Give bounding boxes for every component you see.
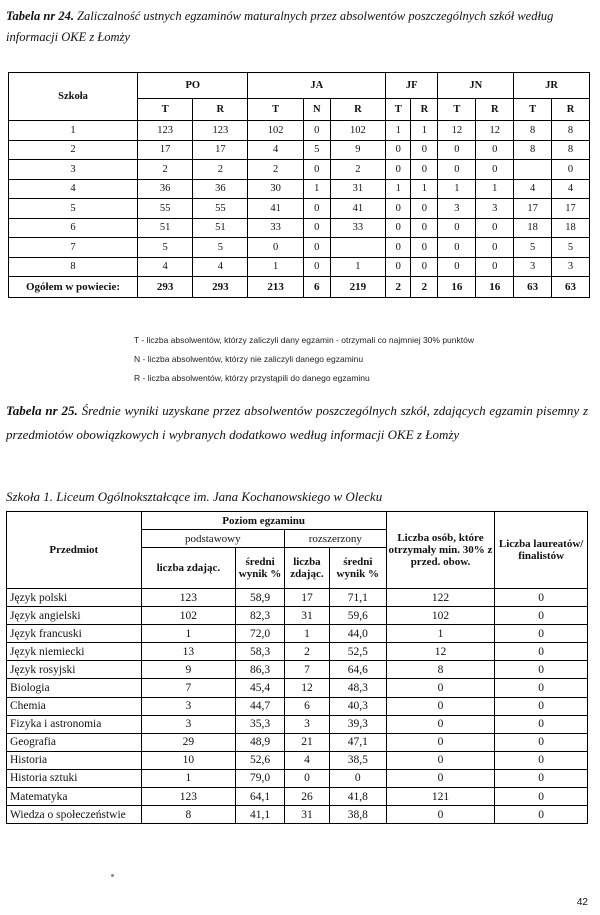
table-cell: 38,8: [329, 806, 386, 824]
table-cell: 102: [248, 121, 303, 141]
subject-cell: Język polski: [7, 589, 142, 607]
total-cell: 16: [438, 277, 476, 298]
subject-cell: Chemia: [7, 697, 142, 715]
legend-r: R - liczba absolwentów, którzy przystąpili do danego egzaminu: [134, 373, 370, 383]
table-cell: 5: [514, 238, 552, 258]
table-cell: 0: [303, 238, 330, 258]
table-cell: 4: [248, 140, 303, 160]
table-row: [9, 199, 590, 219]
table-cell: 0: [386, 751, 495, 769]
total-cell: 2: [411, 277, 438, 298]
table-row: [7, 589, 588, 607]
table-cell: 0: [303, 218, 330, 238]
table24-subheader: T: [386, 99, 411, 121]
table-cell: 8: [552, 121, 590, 141]
table-cell: 1: [386, 179, 411, 199]
total-cell: 63: [552, 277, 590, 298]
table-cell: 38,5: [329, 751, 386, 769]
table-cell: 5: [193, 238, 248, 258]
table-cell: 82,3: [236, 607, 285, 625]
table-cell: 17: [193, 140, 248, 160]
table-cell: 8: [141, 806, 236, 824]
table-cell: 72,0: [236, 625, 285, 643]
table-cell: 0: [495, 625, 588, 643]
extended-level-header: rozszerzony: [284, 530, 386, 548]
subject-cell: Język rosyjski: [7, 661, 142, 679]
table-cell: 30: [248, 179, 303, 199]
avg-basic-header: średni wynik %: [236, 548, 285, 589]
table-row: [9, 218, 590, 238]
table-cell: 0: [495, 697, 588, 715]
table-cell: 1: [141, 769, 236, 787]
subject-cell: Język niemiecki: [7, 643, 142, 661]
table24: [8, 72, 590, 298]
table25-caption-text: Średnie wyniki uzyskane przez absolwentów poszczególnych szkół, zdających egzamin pisemny z przedmiotów obowiązkowych i wybranych dodatkowo według informacji OKE z Łomży: [6, 403, 589, 442]
table-cell: 0: [495, 806, 588, 824]
table24-group-header: JF: [386, 73, 438, 99]
table-cell: 7: [141, 679, 236, 697]
table-cell: 0: [411, 218, 438, 238]
table25-caption: [6, 399, 588, 447]
table-cell: 44,0: [329, 625, 386, 643]
table-cell: 33: [330, 218, 385, 238]
table-cell: 7: [284, 661, 329, 679]
table-cell: 0: [386, 806, 495, 824]
table-cell: 1: [330, 257, 385, 277]
table-cell: 12: [386, 643, 495, 661]
subject-cell: Język francuski: [7, 625, 142, 643]
table-cell: 1: [303, 179, 330, 199]
table-cell: 1: [248, 257, 303, 277]
table-cell: 0: [329, 769, 386, 787]
table24-caption: [6, 6, 588, 48]
table24-group-header: JA: [248, 73, 386, 99]
table-cell: 0: [303, 257, 330, 277]
table-row: [7, 715, 588, 733]
table-row: [7, 751, 588, 769]
table-cell: 3: [438, 199, 476, 219]
subject-cell: Język angielski: [7, 607, 142, 625]
table-cell: 52,6: [236, 751, 285, 769]
table-cell: 79,0: [236, 769, 285, 787]
table-cell: 48,9: [236, 733, 285, 751]
table-cell: 5: [552, 238, 590, 258]
table24-subheader: R: [476, 99, 514, 121]
table24-subheader: R: [193, 99, 248, 121]
table24-caption-label: Tabela nr 24.: [6, 9, 74, 23]
table-cell: 44,7: [236, 697, 285, 715]
table-cell: 1: [476, 179, 514, 199]
table-cell: 0: [284, 769, 329, 787]
table-cell: 1: [141, 625, 236, 643]
legend-n: N - liczba absolwentów, którzy nie zaliczyli danego egzaminu: [134, 354, 364, 364]
table-cell: 0: [495, 607, 588, 625]
table-row: [9, 257, 590, 277]
table-row: [7, 806, 588, 824]
school-number-cell: 1: [9, 121, 138, 141]
table-row: [7, 697, 588, 715]
total-cell: 63: [514, 277, 552, 298]
table-row: [7, 643, 588, 661]
table24-group-header: JN: [438, 73, 514, 99]
table-cell: 0: [476, 238, 514, 258]
table-cell: 9: [141, 661, 236, 679]
total-cell: 16: [476, 277, 514, 298]
table-cell: 121: [386, 788, 495, 806]
table-cell: 0: [411, 140, 438, 160]
subject-cell: Matematyka: [7, 788, 142, 806]
table-cell: 18: [552, 218, 590, 238]
table-cell: 58,9: [236, 589, 285, 607]
table-cell: 17: [284, 589, 329, 607]
table-cell: 0: [386, 160, 411, 180]
table-row: [9, 140, 590, 160]
table-row: [9, 160, 590, 180]
table-cell: 36: [193, 179, 248, 199]
table-cell: 1: [438, 179, 476, 199]
table-cell: 35,3: [236, 715, 285, 733]
school-number-cell: 7: [9, 238, 138, 258]
table-cell: 6: [284, 697, 329, 715]
table-cell: 17: [552, 199, 590, 219]
table-cell: [330, 238, 385, 258]
table-cell: 102: [386, 607, 495, 625]
table-cell: 3: [141, 715, 236, 733]
table-cell: 8: [386, 661, 495, 679]
table24-group-header: PO: [138, 73, 248, 99]
page-number: 42: [576, 897, 588, 908]
table-cell: 26: [284, 788, 329, 806]
table-cell: 0: [438, 257, 476, 277]
table-cell: 0: [438, 218, 476, 238]
total-cell: 293: [138, 277, 193, 298]
table25-body: [7, 589, 588, 824]
table-cell: 0: [495, 589, 588, 607]
table-cell: 9: [330, 140, 385, 160]
table-cell: 0: [386, 140, 411, 160]
table-row: [7, 679, 588, 697]
laureates-header: Liczba laureatów/ finalistów: [495, 512, 588, 589]
table-cell: 0: [386, 697, 495, 715]
table24-subheader: R: [330, 99, 385, 121]
table-cell: 123: [141, 788, 236, 806]
table24-subheader: T: [438, 99, 476, 121]
table-cell: 3: [514, 257, 552, 277]
table-cell: 0: [495, 769, 588, 787]
table-cell: 0: [386, 715, 495, 733]
table-cell: 33: [248, 218, 303, 238]
table-cell: 31: [284, 806, 329, 824]
scan-speck: [111, 874, 114, 877]
table-cell: 31: [284, 607, 329, 625]
table-row: [9, 238, 590, 258]
table-cell: 64,6: [329, 661, 386, 679]
subject-cell: Wiedza o społeczeństwie: [7, 806, 142, 824]
count-basic-header: liczba zdając.: [141, 548, 236, 589]
table-cell: 0: [248, 238, 303, 258]
table-cell: 0: [386, 218, 411, 238]
table-cell: 1: [386, 625, 495, 643]
table-cell: 2: [284, 643, 329, 661]
table-cell: 52,5: [329, 643, 386, 661]
total-cell: 219: [330, 277, 385, 298]
table25-header-row-1: [7, 512, 588, 530]
table-cell: 123: [138, 121, 193, 141]
table-cell: 17: [138, 140, 193, 160]
passed-header: Liczba osób, które otrzymały min. 30% z przed. obow.: [386, 512, 495, 589]
table24-subheader: R: [552, 99, 590, 121]
table-cell: 45,4: [236, 679, 285, 697]
table-cell: 5: [138, 238, 193, 258]
table-cell: 0: [411, 160, 438, 180]
table-cell: 0: [495, 661, 588, 679]
table-cell: 5: [303, 140, 330, 160]
table-cell: 102: [330, 121, 385, 141]
table-cell: 0: [438, 160, 476, 180]
table-cell: 0: [386, 238, 411, 258]
table24-subheader: R: [411, 99, 438, 121]
subject-cell: Historia: [7, 751, 142, 769]
table-cell: 0: [495, 679, 588, 697]
table-cell: 1: [411, 121, 438, 141]
table-cell: 0: [411, 238, 438, 258]
table-cell: 0: [495, 751, 588, 769]
table-cell: 123: [193, 121, 248, 141]
table-cell: 71,1: [329, 589, 386, 607]
count-ext-header: liczba zdając.: [284, 548, 329, 589]
table-cell: 58,3: [236, 643, 285, 661]
table-cell: 0: [303, 121, 330, 141]
table-cell: 39,3: [329, 715, 386, 733]
table-cell: 0: [386, 199, 411, 219]
table-row: [9, 121, 590, 141]
table-cell: 10: [141, 751, 236, 769]
table-cell: 17: [514, 199, 552, 219]
table-cell: 2: [193, 160, 248, 180]
table-cell: 41,1: [236, 806, 285, 824]
table-cell: 47,1: [329, 733, 386, 751]
subject-cell: Historia sztuki: [7, 769, 142, 787]
school-caption: Szkoła 1. Liceum Ogólnokształcące im. Jana Kochanowskiego w Olecku: [6, 489, 383, 504]
school-number-cell: 8: [9, 257, 138, 277]
table24-caption-text: Zaliczalność ustnych egzaminów maturalnych przez absolwentów poszczególnych szkół według informacji OKE z Łomży: [6, 9, 554, 44]
table-cell: 0: [386, 733, 495, 751]
table-cell: 55: [193, 199, 248, 219]
table-cell: 41: [248, 199, 303, 219]
table-cell: 29: [141, 733, 236, 751]
table-cell: 8: [552, 140, 590, 160]
table-cell: 0: [411, 199, 438, 219]
table-cell: 12: [476, 121, 514, 141]
total-label: Ogółem w powiecie:: [9, 277, 138, 298]
table24-group-header-row: [9, 73, 590, 99]
table-cell: 21: [284, 733, 329, 751]
subject-cell: Fizyka i astronomia: [7, 715, 142, 733]
table-cell: 41,8: [329, 788, 386, 806]
table-cell: 51: [138, 218, 193, 238]
table-cell: 64,1: [236, 788, 285, 806]
table-cell: 0: [386, 769, 495, 787]
table-cell: 1: [386, 121, 411, 141]
table-cell: 0: [476, 160, 514, 180]
table-cell: 0: [438, 238, 476, 258]
table-cell: 0: [476, 218, 514, 238]
table25-caption-label: Tabela nr 25.: [6, 403, 78, 418]
table-cell: 36: [138, 179, 193, 199]
table-row: [7, 625, 588, 643]
table-row: [7, 733, 588, 751]
basic-level-header: podstawowy: [141, 530, 284, 548]
table-cell: 2: [138, 160, 193, 180]
table-cell: 18: [514, 218, 552, 238]
table-cell: 0: [386, 679, 495, 697]
total-cell: 293: [193, 277, 248, 298]
table24-subheader: T: [138, 99, 193, 121]
total-cell: 213: [248, 277, 303, 298]
table-cell: 4: [284, 751, 329, 769]
table-cell: 41: [330, 199, 385, 219]
table-cell: 1: [411, 179, 438, 199]
table-cell: 1: [284, 625, 329, 643]
table24-subheader: T: [514, 99, 552, 121]
school-number-cell: 5: [9, 199, 138, 219]
table-cell: 4: [552, 179, 590, 199]
table-cell: 0: [476, 257, 514, 277]
subject-cell: Geografia: [7, 733, 142, 751]
table-cell: 122: [386, 589, 495, 607]
table-cell: 86,3: [236, 661, 285, 679]
table24-subheader: T: [248, 99, 303, 121]
table-cell: 8: [514, 121, 552, 141]
table-cell: 123: [141, 589, 236, 607]
table-row: [7, 607, 588, 625]
table-cell: 13: [141, 643, 236, 661]
table-cell: 0: [411, 257, 438, 277]
table-cell: 0: [438, 140, 476, 160]
table-cell: 3: [552, 257, 590, 277]
table-row: [7, 769, 588, 787]
table-cell: 4: [193, 257, 248, 277]
table25: [6, 511, 588, 824]
table-cell: 4: [514, 179, 552, 199]
table-cell: 0: [495, 643, 588, 661]
table-cell: 40,3: [329, 697, 386, 715]
table-cell: 0: [495, 733, 588, 751]
school-number-cell: 3: [9, 160, 138, 180]
table-cell: 3: [476, 199, 514, 219]
table24-school-header: Szkoła: [9, 73, 138, 121]
table24-total-row: [9, 277, 590, 298]
table-cell: 0: [303, 160, 330, 180]
table-cell: 0: [495, 715, 588, 733]
level-header: Poziom egzaminu: [141, 512, 386, 530]
table-row: [7, 661, 588, 679]
table-cell: 2: [330, 160, 385, 180]
table-row: [7, 788, 588, 806]
legend-t: T - liczba absolwentów, którzy zaliczyli dany egzamin - otrzymali co najmniej 30% punktów: [134, 335, 474, 345]
table-cell: 48,3: [329, 679, 386, 697]
table-cell: 4: [138, 257, 193, 277]
table-cell: 0: [552, 160, 590, 180]
school-number-cell: 4: [9, 179, 138, 199]
school-number-cell: 2: [9, 140, 138, 160]
table-cell: 2: [248, 160, 303, 180]
table-cell: 51: [193, 218, 248, 238]
table-cell: 3: [141, 697, 236, 715]
subject-cell: Biologia: [7, 679, 142, 697]
table-cell: 55: [138, 199, 193, 219]
table24-group-header: JR: [514, 73, 590, 99]
school-number-cell: 6: [9, 218, 138, 238]
avg-ext-header: średni wynik %: [329, 548, 386, 589]
table-cell: 0: [476, 140, 514, 160]
table-cell: 12: [438, 121, 476, 141]
table24-body: [9, 121, 590, 298]
table-row: [9, 179, 590, 199]
total-cell: 2: [386, 277, 411, 298]
table-cell: 12: [284, 679, 329, 697]
table-cell: 3: [284, 715, 329, 733]
total-cell: 6: [303, 277, 330, 298]
table-cell: 31: [330, 179, 385, 199]
table-cell: 102: [141, 607, 236, 625]
table-cell: 8: [514, 140, 552, 160]
table-cell: 0: [495, 788, 588, 806]
table-cell: [514, 160, 552, 180]
table-cell: 59,6: [329, 607, 386, 625]
table-cell: 0: [386, 257, 411, 277]
subject-header: Przedmiot: [7, 512, 142, 589]
table24-subheader: N: [303, 99, 330, 121]
table-cell: 0: [303, 199, 330, 219]
